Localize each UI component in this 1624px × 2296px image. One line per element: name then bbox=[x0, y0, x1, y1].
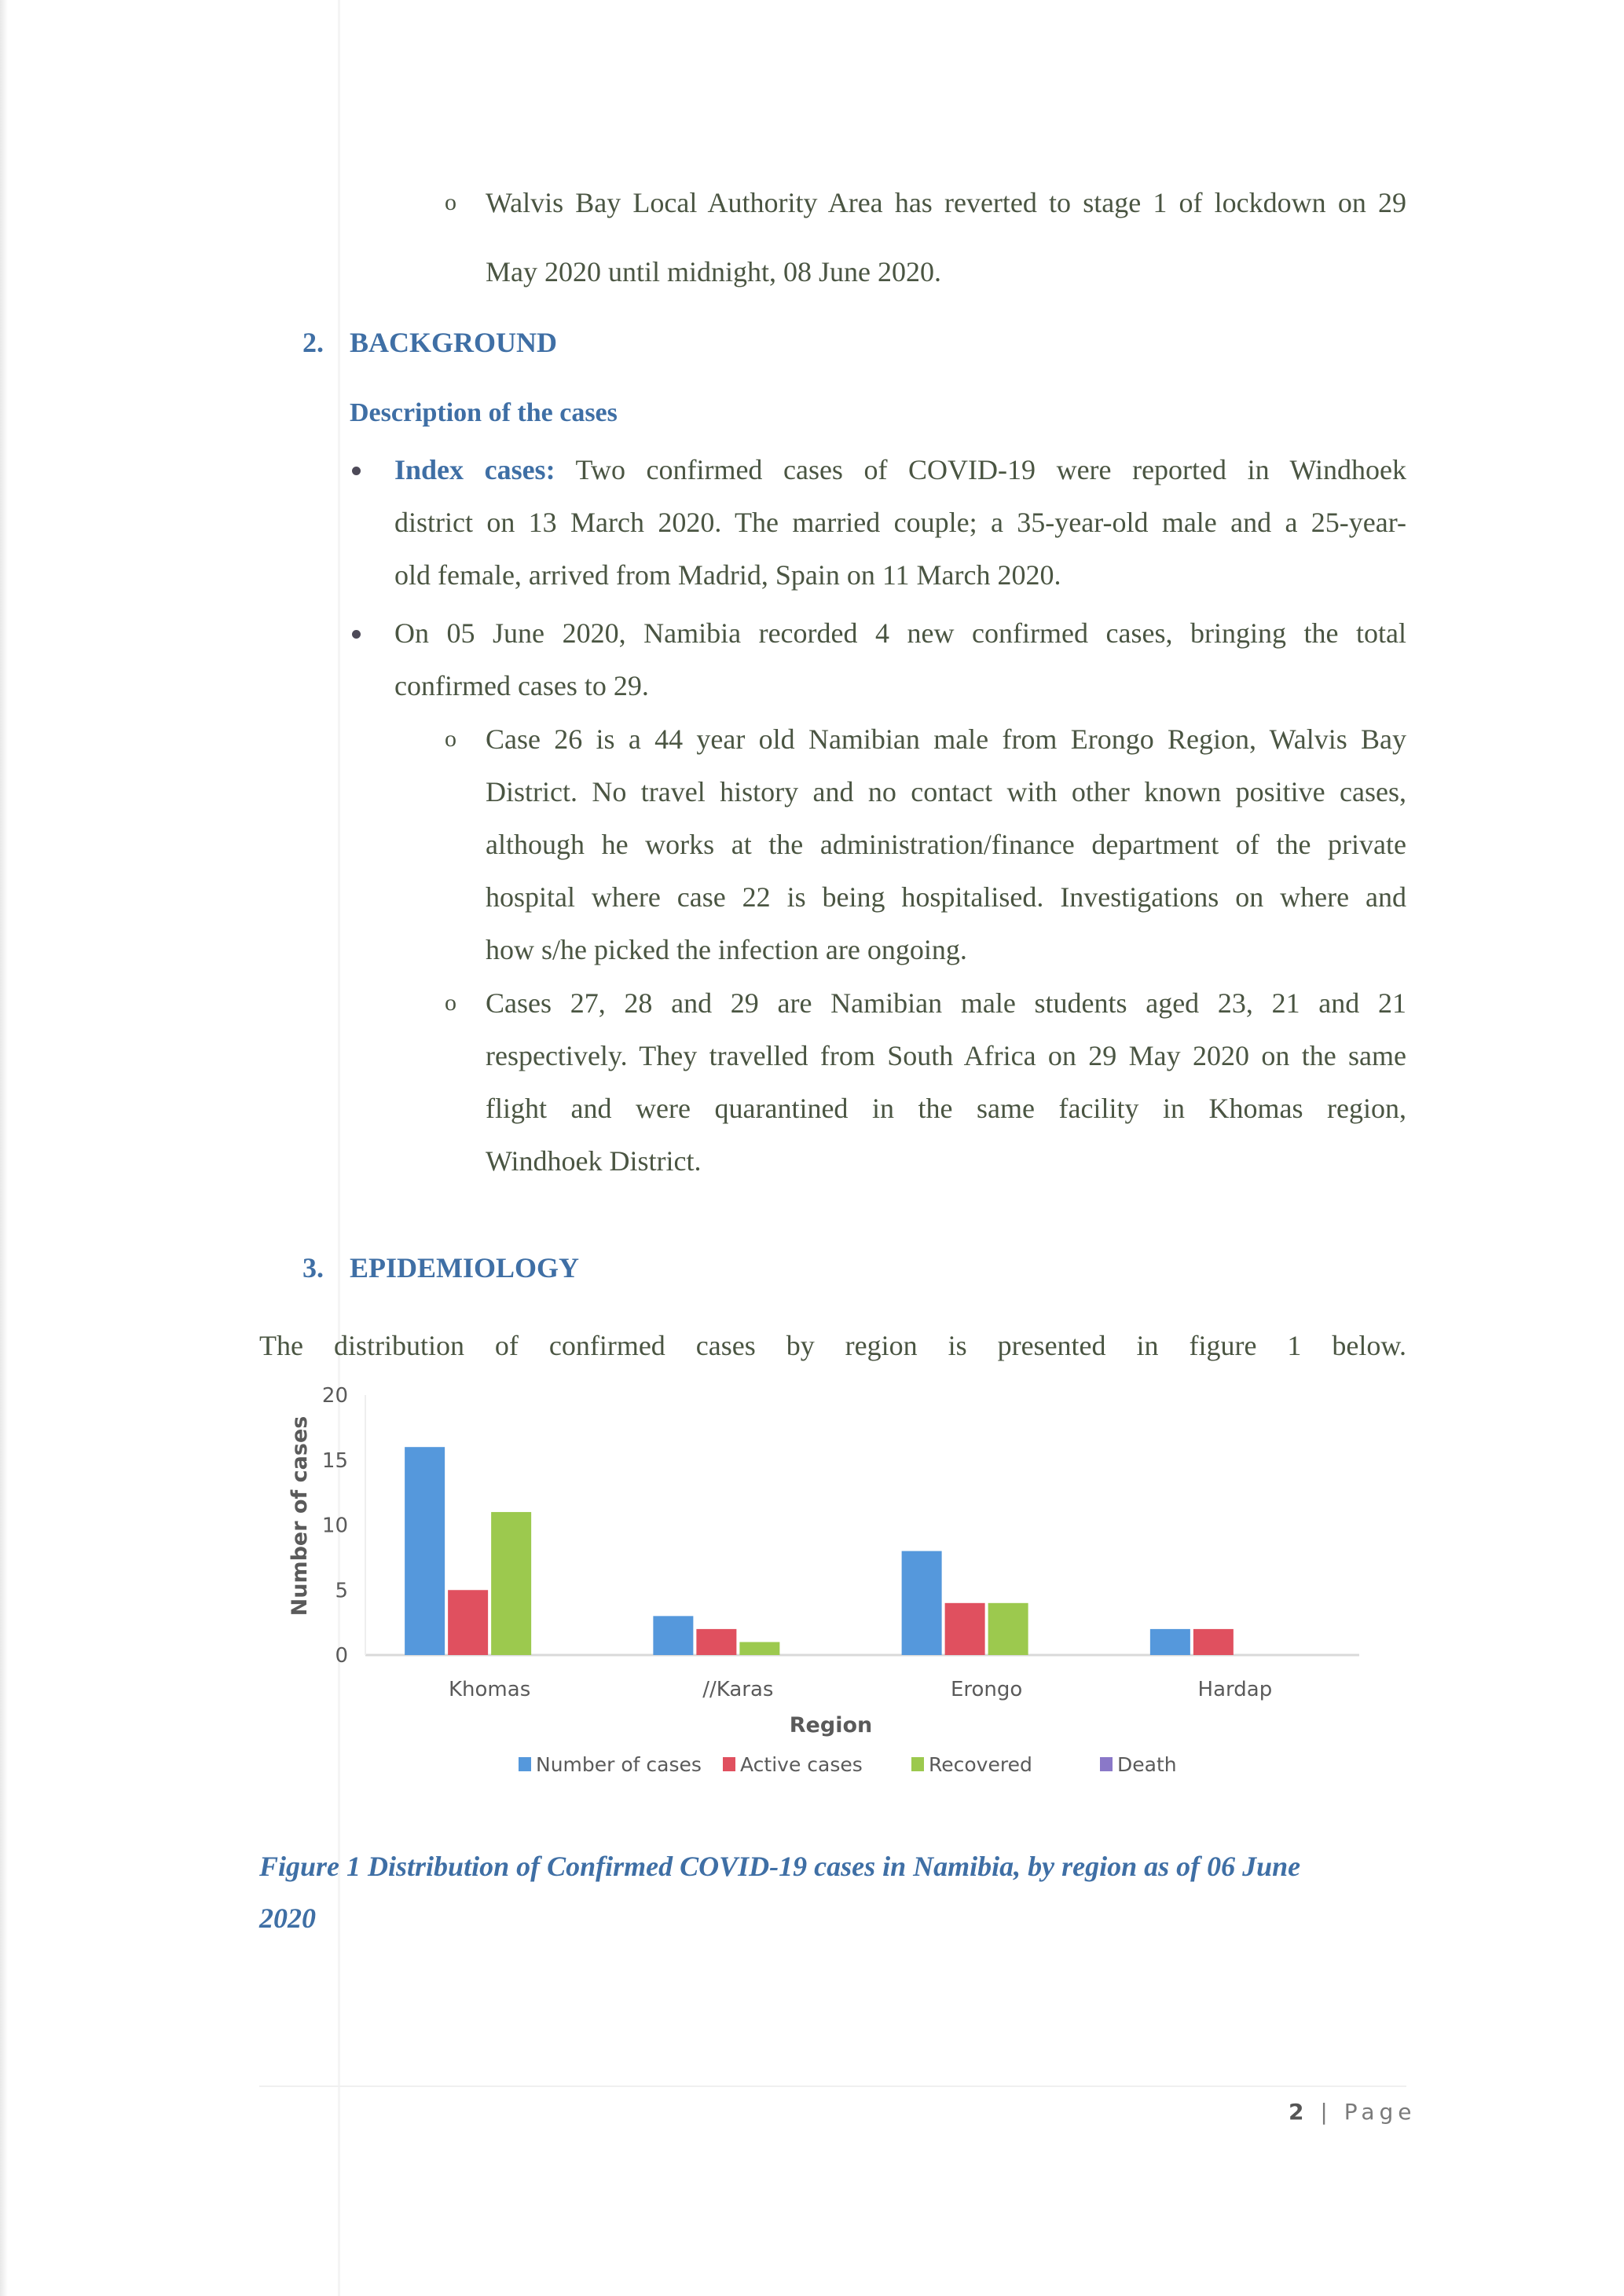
bullet2-line2: confirmed cases to 29. bbox=[394, 670, 649, 701]
cases-by-region-chart bbox=[259, 1371, 1391, 1787]
page-label: Page bbox=[1344, 2099, 1417, 2125]
legend-swatch bbox=[519, 1757, 531, 1771]
bars bbox=[405, 1447, 1234, 1655]
subsection-title: Description of the cases bbox=[350, 398, 618, 427]
y-axis-label: Number of cases bbox=[288, 1415, 312, 1617]
scan-edge bbox=[0, 0, 8, 2296]
legend-label: Number of cases bbox=[536, 1753, 702, 1776]
index-cases-label: Index cases: bbox=[394, 454, 555, 485]
y-axis-ticks bbox=[322, 1384, 348, 1668]
cases27-29-line2: respectively. They travelled from South Africa on 29 May 2020 on the same bbox=[486, 1040, 1406, 1071]
bullet1-line3: old female, arrived from Madrid, Spain on 11 March 2020. bbox=[394, 559, 1061, 591]
x-tick-label: Khomas bbox=[449, 1678, 531, 1701]
y-tick-label: 15 bbox=[321, 1448, 348, 1473]
y-tick-label: 0 bbox=[335, 1644, 348, 1668]
y-tick-label: 10 bbox=[321, 1514, 348, 1538]
bar-recovered-khomas bbox=[491, 1512, 531, 1655]
legend-item-number-of-cases bbox=[519, 1753, 702, 1776]
case26-line2: District. No travel history and no contact with other known positive cases, bbox=[486, 776, 1406, 807]
y-tick-label: 5 bbox=[335, 1579, 348, 1603]
lockdown-note-line2: May 2020 until midnight, 08 June 2020. bbox=[486, 256, 941, 287]
case26-line3: although he works at the administration/finance department of the private bbox=[486, 829, 1406, 860]
bar-active-cases-hardap bbox=[1193, 1629, 1234, 1655]
bar-active-cases-khomas bbox=[448, 1590, 488, 1655]
bar-active-cases-karas bbox=[696, 1629, 736, 1655]
footer-rule bbox=[259, 2085, 1406, 2087]
y-tick-label: 20 bbox=[321, 1384, 348, 1408]
legend-label: Active cases bbox=[740, 1753, 863, 1776]
cases27-29-line4: Windhoek District. bbox=[486, 1145, 702, 1177]
bar-active-cases-erongo bbox=[945, 1603, 985, 1655]
page-footer bbox=[1289, 2099, 1417, 2125]
case26-line1: Case 26 is a 44 year old Namibian male from Erongo Region, Walvis Bay bbox=[486, 723, 1406, 755]
bar-number-of-cases-khomas bbox=[405, 1447, 445, 1655]
lockdown-note-line1: Walvis Bay Local Authority Area has reverted to stage 1 of lockdown on 29 bbox=[486, 187, 1406, 218]
legend-item-death bbox=[1100, 1753, 1177, 1776]
legend-swatch bbox=[911, 1757, 924, 1771]
chart-legend bbox=[519, 1753, 1177, 1776]
footer-separator: | bbox=[1320, 2099, 1333, 2125]
bar-recovered-erongo bbox=[988, 1603, 1028, 1655]
legend-swatch bbox=[1100, 1757, 1113, 1771]
x-axis-label: Region bbox=[789, 1713, 873, 1738]
section-number: 2. bbox=[302, 327, 324, 358]
section-number: 3. bbox=[302, 1252, 324, 1283]
legend-label: Death bbox=[1117, 1753, 1177, 1776]
bullet-icon bbox=[352, 630, 361, 639]
case26-line5: how s/he picked the infection are ongoing. bbox=[486, 934, 967, 965]
x-tick-label: Erongo bbox=[950, 1678, 1023, 1701]
bullet2-line1: On 05 June 2020, Namibia recorded 4 new confirmed cases, bringing the total bbox=[394, 617, 1406, 649]
x-axis-ticks bbox=[449, 1678, 1272, 1701]
legend-item-recovered bbox=[911, 1753, 1032, 1776]
figure-caption-line2: 2020 bbox=[259, 1902, 316, 1934]
cases27-29-line3: flight and were quarantined in the same facility in Khomas region, bbox=[486, 1093, 1406, 1124]
sub-bullet-icon: o bbox=[445, 189, 456, 215]
cases27-29-line1: Cases 27, 28 and 29 are Namibian male students aged 23, 21 and 21 bbox=[486, 987, 1406, 1019]
sub-bullet-icon: o bbox=[445, 990, 456, 1016]
bullet-icon bbox=[352, 467, 361, 475]
bullet1-line2: district on 13 March 2020. The married couple; a 35-year-old male and a 25-year- bbox=[394, 507, 1406, 538]
sub-bullet-icon: o bbox=[445, 726, 456, 752]
bar-number-of-cases-karas bbox=[653, 1616, 693, 1655]
epidemiology-intro: The distribution of confirmed cases by region is presented in figure 1 below. bbox=[259, 1330, 1406, 1361]
bullet1-text: Two confirmed cases of COVID-19 were reported in Windhoek bbox=[575, 454, 1406, 485]
bullet1-line1 bbox=[394, 452, 1406, 487]
x-tick-label: //Karas bbox=[702, 1678, 774, 1701]
legend-swatch bbox=[723, 1757, 735, 1771]
section-title-epidemiology: EPIDEMIOLOGY bbox=[350, 1252, 580, 1283]
legend-item-active-cases bbox=[723, 1753, 863, 1776]
case26-line4: hospital where case 22 is being hospitalised. Investigations on where and bbox=[486, 881, 1406, 913]
bar-number-of-cases-erongo bbox=[902, 1551, 942, 1655]
page-number: 2 bbox=[1289, 2099, 1309, 2125]
scan-artifact-line bbox=[338, 0, 340, 2296]
section-title-background: BACKGROUND bbox=[350, 327, 558, 358]
figure-caption-line1: Figure 1 Distribution of Confirmed COVID-19 cases in Namibia, by region as of 06 June bbox=[259, 1851, 1301, 1882]
bar-recovered-karas bbox=[739, 1642, 779, 1655]
x-tick-label: Hardap bbox=[1197, 1678, 1273, 1701]
legend-label: Recovered bbox=[929, 1753, 1032, 1776]
bar-number-of-cases-hardap bbox=[1150, 1629, 1190, 1655]
